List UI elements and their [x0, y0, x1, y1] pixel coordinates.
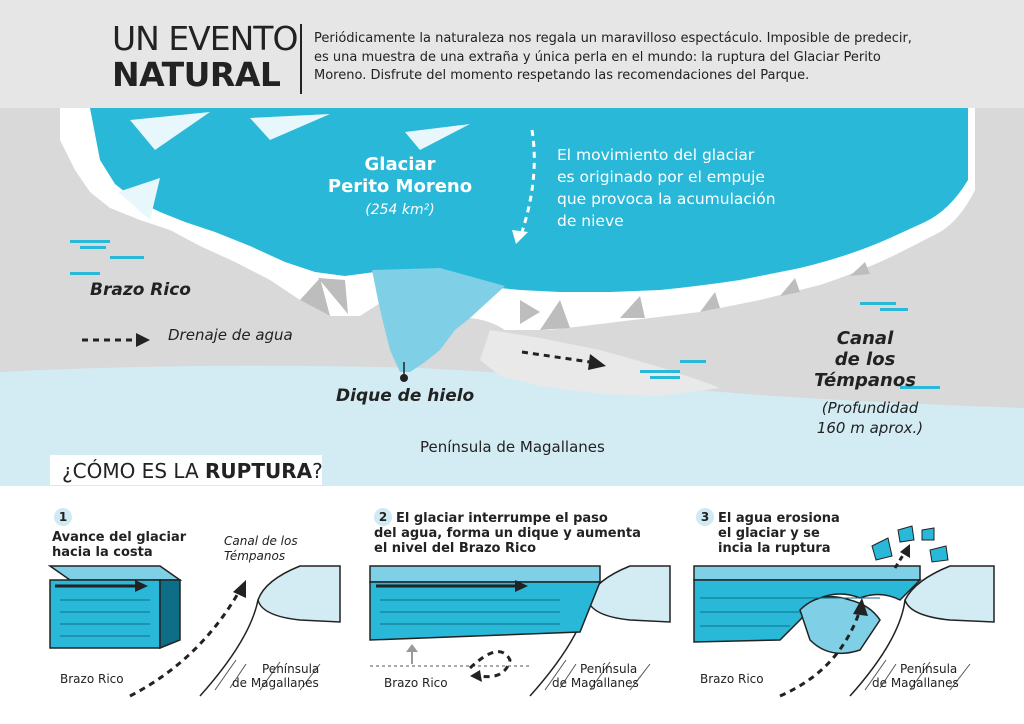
ruptura-title-bold: RUPTURA	[205, 459, 313, 483]
canal-label-1: Canal	[836, 328, 894, 349]
step-3-brazo: Brazo Rico	[700, 672, 764, 686]
step-3-peninsula-1: Península	[900, 662, 958, 676]
glacier-name-1: Glaciar	[364, 154, 436, 175]
ruptura-title	[62, 459, 323, 483]
step-1-peninsula-2: de Magallanes	[232, 676, 319, 690]
ruptura-title-box	[50, 455, 322, 485]
step-2-peninsula-1: Península	[580, 662, 638, 676]
step-2-text-2: del agua, forma un dique y aumenta	[374, 526, 641, 541]
step-2-text-3: el nivel del Brazo Rico	[374, 541, 537, 556]
title-divider	[300, 24, 302, 94]
intro-paragraph: Periódicamente la naturaleza nos regala un maravilloso espectáculo. Imposible de predecir, es una muestra de una extraña y única perla en el mundo: la ruptura del Glaciar Perito Moreno. Disfrute del momento respetando las recomendaciones del Parque.	[314, 31, 912, 83]
title-line-1: UN EVENTO	[112, 19, 298, 58]
movement-text-4: de nieve	[557, 212, 624, 230]
step-3-text-3: incia la ruptura	[718, 541, 831, 556]
profundidad-2: 160 m aprox.)	[816, 419, 924, 437]
step-3-text-2: el glaciar y se	[718, 526, 820, 541]
dique-marker	[400, 374, 408, 382]
step-1-canal-2: Témpanos	[224, 549, 286, 563]
dique-label: Dique de hielo	[336, 386, 475, 406]
profundidad-1: (Profundidad	[821, 399, 919, 417]
brazo-rico-label: Brazo Rico	[90, 280, 191, 300]
step-2-brazo: Brazo Rico	[384, 676, 448, 690]
step-1-peninsula-1: Península	[262, 662, 320, 676]
movement-text-1: El movimiento del glaciar	[557, 146, 755, 164]
step-1-number: 1	[54, 508, 72, 526]
step-2-text-1: El glaciar interrumpe el paso	[396, 511, 608, 526]
ruptura-title-suffix: ?	[312, 459, 323, 483]
step-2-number: 2	[374, 508, 392, 526]
step-1-canal-1: Canal de los	[224, 534, 298, 548]
step-3-text-1: El agua erosiona	[718, 511, 840, 526]
ruptura-title-prefix: ¿CÓMO ES LA	[62, 459, 206, 483]
title-line-2: NATURAL	[112, 55, 281, 94]
canal-label-2: de los	[834, 349, 896, 370]
glacier-name-2: Perito Moreno	[327, 176, 473, 197]
movement-text-2: es originado por el empuje	[557, 168, 765, 186]
canal-label-3: Témpanos	[814, 370, 916, 391]
peninsula-label: Península de Magallanes	[420, 438, 605, 456]
step-2-peninsula-2: de Magallanes	[552, 676, 639, 690]
step-3-number: 3	[696, 508, 714, 526]
drenaje-label: Drenaje de agua	[168, 326, 293, 344]
movement-text-3: que provoca la acumulación	[557, 190, 776, 208]
step-1-text-2: hacia la costa	[52, 545, 153, 560]
step-1-text-1: Avance del glaciar	[52, 530, 187, 545]
glacier-area: (254 km²)	[365, 202, 435, 218]
step-1-brazo: Brazo Rico	[60, 672, 124, 686]
step-3-peninsula-2: de Magallanes	[872, 676, 959, 690]
